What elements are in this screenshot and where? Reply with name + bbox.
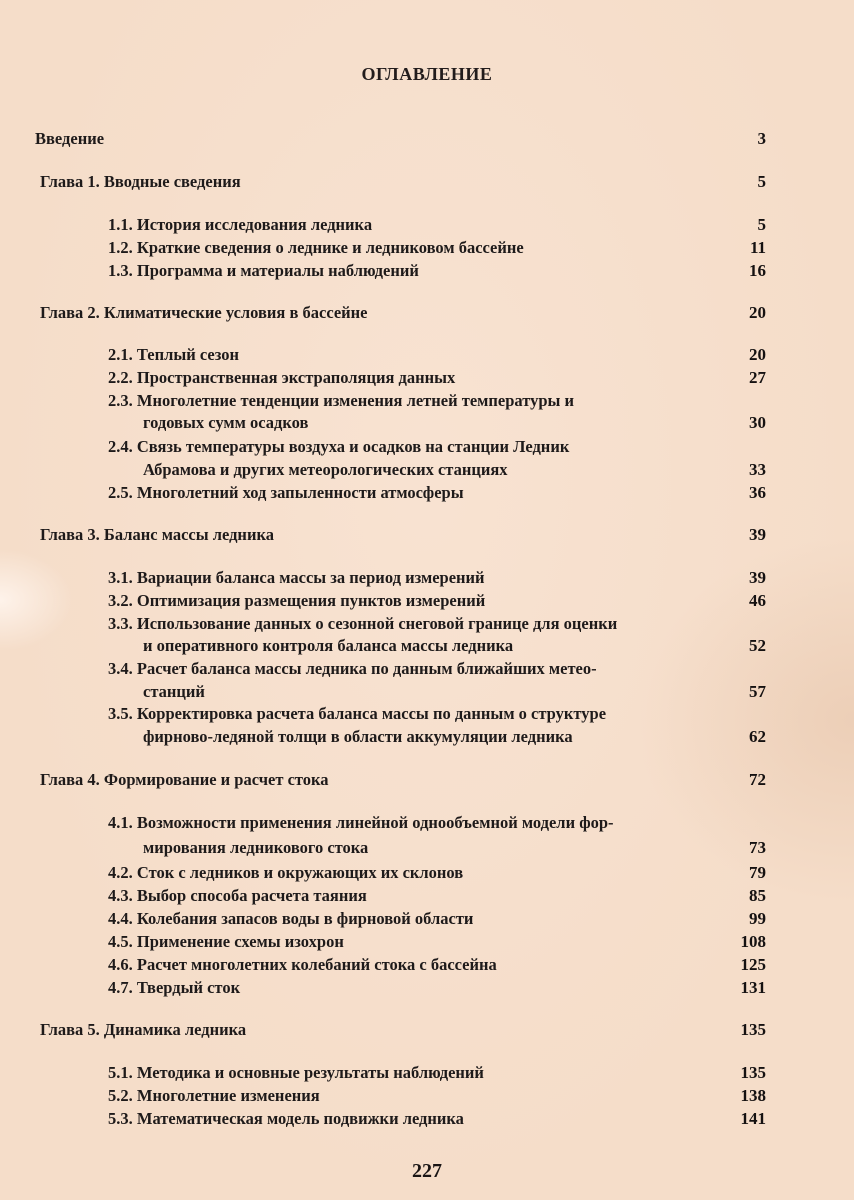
- toc-entry[interactable]: [0, 435, 854, 459]
- toc-entry[interactable]: [0, 1084, 854, 1108]
- toc-entry[interactable]: [0, 811, 854, 835]
- toc-entry-label: мирования ледникового стока: [143, 838, 369, 857]
- toc-entry-page: 11: [749, 238, 766, 257]
- toc-entry-page: 138: [740, 1086, 766, 1105]
- toc-entry-page: 33: [749, 460, 766, 479]
- toc-entry[interactable]: [0, 1107, 854, 1131]
- toc-entry-label: 4.4. Колебания запасов воды в фирновой области: [108, 909, 474, 928]
- toc-entry-label: 2.5. Многолетний ход запыленности атмосферы: [108, 483, 464, 502]
- toc-entry[interactable]: [0, 976, 854, 1000]
- toc-entry[interactable]: [0, 259, 854, 283]
- toc-entry-label: Глава 4. Формирование и расчет стока: [40, 770, 329, 789]
- toc-entry-page: 125: [740, 955, 766, 974]
- toc-entry[interactable]: [0, 523, 854, 547]
- toc-entry-page: 73: [749, 838, 766, 857]
- toc-entry[interactable]: [0, 343, 854, 367]
- toc-entry-page: 36: [749, 483, 766, 502]
- toc-entry-page: 27: [749, 368, 766, 387]
- toc-entry[interactable]: [0, 366, 854, 390]
- toc-entry-label: Глава 3. Баланс массы ледника: [40, 525, 274, 544]
- toc-entry[interactable]: [0, 1018, 854, 1042]
- toc-entry-label: 3.4. Расчет баланса массы ледника по данным ближайших метео-: [108, 659, 597, 678]
- toc-entry[interactable]: [0, 566, 854, 590]
- toc-entry-label: 4.1. Возможности применения линейной однообъемной модели фор-: [108, 813, 614, 832]
- toc-entry-label: 1.1. История исследования ледника: [108, 215, 373, 234]
- toc-entry-label: и оперативного контроля баланса массы ледника: [143, 636, 514, 655]
- toc-entry[interactable]: [0, 680, 854, 704]
- toc-entry[interactable]: [0, 589, 854, 613]
- toc-entry-label: 1.2. Краткие сведения о леднике и ледниковом бассейне: [108, 238, 524, 257]
- toc-entry-label: Глава 2. Климатические условия в бассейне: [40, 303, 368, 322]
- toc-entry-label: станций: [143, 682, 205, 701]
- toc-entry-page: 5: [757, 172, 766, 191]
- toc-entry-label: 5.1. Методика и основные результаты наблюдений: [108, 1063, 484, 1082]
- toc-entry[interactable]: [0, 657, 854, 681]
- page-title: ОГЛАВЛЕНИЕ: [361, 64, 493, 84]
- toc-entry-page: 135: [740, 1063, 766, 1082]
- toc-entry[interactable]: [0, 1061, 854, 1085]
- toc-entry-label: 2.2. Пространственная экстраполяция данных: [108, 368, 456, 387]
- toc-entry[interactable]: [0, 861, 854, 885]
- toc-entry[interactable]: [0, 725, 854, 749]
- toc-entry[interactable]: [0, 389, 854, 413]
- toc-entry-label: 1.3. Программа и материалы наблюдений: [108, 261, 419, 280]
- toc-entry-page: 52: [749, 636, 766, 655]
- toc-entry-page: 135: [740, 1020, 766, 1039]
- toc-entry-label: 5.3. Математическая модель подвижки ледника: [108, 1109, 464, 1128]
- toc-entry-label: Абрамова и других метеорологических станциях: [143, 460, 508, 479]
- toc-entry-label: 3.2. Оптимизация размещения пунктов измерений: [108, 591, 486, 610]
- toc-entry[interactable]: [0, 127, 854, 151]
- toc-entry[interactable]: [0, 236, 854, 260]
- toc-entry[interactable]: [0, 702, 854, 726]
- toc-entry[interactable]: [0, 884, 854, 908]
- toc-entry-label: 4.6. Расчет многолетних колебаний стока с бассейна: [108, 955, 497, 974]
- toc-entry-label: 4.2. Сток с ледников и окружающих их склонов: [108, 863, 464, 882]
- toc-entry-page: 108: [740, 932, 766, 951]
- toc-entry-page: 46: [749, 591, 766, 610]
- toc-entry-page: 20: [749, 303, 766, 322]
- toc-entry-label: 2.1. Теплый сезон: [108, 345, 239, 364]
- toc-entry-page: 39: [749, 525, 766, 544]
- toc-entry-page: 16: [749, 261, 766, 280]
- toc-entry-page: 85: [749, 886, 766, 905]
- toc-entry-label: 2.4. Связь температуры воздуха и осадков на станции Ледник: [108, 437, 570, 456]
- toc-entry[interactable]: [0, 634, 854, 658]
- toc-entry-page: 20: [749, 345, 766, 364]
- toc-entry-page: 141: [740, 1109, 766, 1128]
- toc-entry[interactable]: [0, 953, 854, 977]
- toc-entry[interactable]: [0, 836, 854, 860]
- toc-entry-label: Глава 1. Вводные сведения: [40, 172, 241, 191]
- toc-entry[interactable]: [0, 768, 854, 792]
- toc-entry-page: 57: [749, 682, 766, 701]
- toc-entry-label: Глава 5. Динамика ледника: [40, 1020, 247, 1039]
- toc-entry-label: фирново-ледяной толщи в области аккумуляции ледника: [143, 727, 573, 746]
- toc-entry-page: 30: [749, 413, 766, 432]
- toc-entry[interactable]: [0, 170, 854, 194]
- toc-entry-page: 3: [757, 129, 766, 148]
- toc-entry-page: 131: [740, 978, 766, 997]
- toc-entry[interactable]: [0, 930, 854, 954]
- toc-entry[interactable]: [0, 612, 854, 636]
- toc-entry-page: 39: [749, 568, 766, 587]
- toc-entry-label: 3.5. Корректировка расчета баланса массы по данным о структуре: [108, 704, 607, 723]
- toc-entry-label: 4.3. Выбор способа расчета таяния: [108, 886, 367, 905]
- toc-entry-page: 5: [757, 215, 766, 234]
- toc-entry[interactable]: [0, 907, 854, 931]
- toc-entry-label: 4.5. Применение схемы изохрон: [108, 932, 344, 951]
- toc-entry-label: 4.7. Твердый сток: [108, 978, 241, 997]
- toc-entry-page: 99: [749, 909, 766, 928]
- toc-entry-label: 3.1. Вариации баланса массы за период измерений: [108, 568, 485, 587]
- toc-entry-label: Введение: [35, 129, 105, 148]
- toc-entry-label: годовых сумм осадков: [143, 413, 309, 432]
- toc-entry-label: 3.3. Использование данных о сезонной снеговой границе для оценки: [108, 614, 618, 633]
- toc-entry-page: 79: [749, 863, 766, 882]
- toc-entry-label: 2.3. Многолетние тенденции изменения летней температуры и: [108, 391, 575, 410]
- toc-entry[interactable]: [0, 458, 854, 482]
- toc-entry-label: 5.2. Многолетние изменения: [108, 1086, 320, 1105]
- toc-entry-page: 62: [749, 727, 766, 746]
- toc-entry-page: 72: [749, 770, 766, 789]
- toc-entry[interactable]: [0, 481, 854, 505]
- toc-entry[interactable]: [0, 213, 854, 237]
- toc-entry[interactable]: [0, 411, 854, 435]
- toc-entry[interactable]: [0, 301, 854, 325]
- page-number: 227: [412, 1160, 442, 1182]
